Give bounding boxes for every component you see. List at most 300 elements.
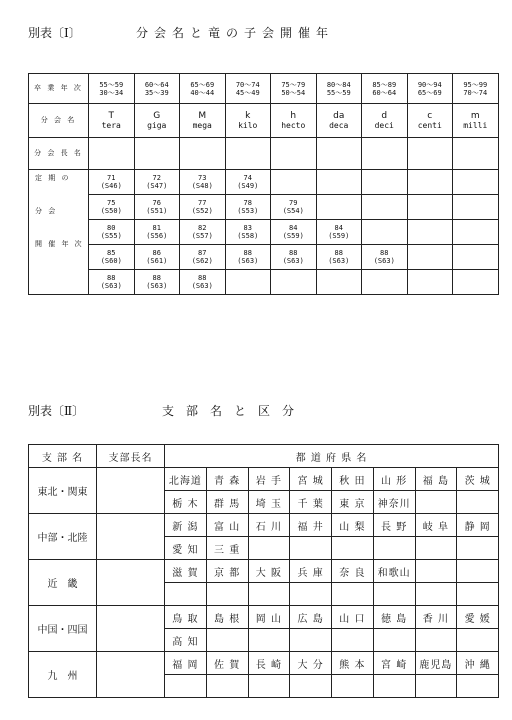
prefix-name: deca	[329, 120, 349, 130]
prefecture-cell: 徳 島	[373, 606, 415, 629]
event-showa-year: S46	[104, 182, 118, 190]
prefix-symbol: da	[333, 110, 345, 121]
event-number: 77	[198, 199, 207, 207]
branch-head-label: 分 会 長 名	[29, 138, 89, 170]
event-cell	[225, 170, 271, 195]
branch-name-cell	[225, 104, 271, 138]
table2-heading	[28, 402, 307, 419]
grad-year-cell	[362, 74, 408, 104]
event-row	[29, 195, 499, 220]
event-cell	[362, 245, 408, 270]
prefecture-cell: 宮 城	[290, 468, 332, 491]
event-cell	[134, 170, 180, 195]
event-showa: (S63)	[328, 257, 350, 265]
prefecture-cell	[165, 675, 207, 698]
grad-year-cell	[271, 74, 317, 104]
table1-label: 別表〔Ⅰ〕	[28, 26, 81, 40]
event-cell	[180, 245, 226, 270]
prefecture-cell: 山 口	[332, 606, 374, 629]
event-number: 72	[152, 174, 161, 182]
event-cell	[407, 270, 453, 295]
event-showa-year: S58	[241, 232, 255, 240]
event-cell	[225, 245, 271, 270]
grad-year-bottom: 70〜74	[463, 88, 488, 97]
head-header: 支部長名	[97, 445, 165, 468]
prefecture-cell: 岐 阜	[415, 514, 457, 537]
grad-year-top: 75〜79	[281, 80, 306, 89]
prefix-symbol: T	[108, 110, 114, 121]
prefecture-cell	[457, 491, 499, 514]
prefix-name: deci	[374, 120, 394, 130]
prefix-symbol: d	[381, 110, 388, 121]
prefecture-cell: 鳥 取	[165, 606, 207, 629]
grad-year-bottom: 35〜39	[144, 88, 169, 97]
event-cell	[225, 220, 271, 245]
prefix-symbol: k	[245, 110, 251, 121]
prefix-name: hecto	[281, 120, 306, 130]
event-showa-year: S53	[241, 207, 255, 215]
prefecture-cell: 長 崎	[248, 652, 290, 675]
prefecture-cell: 新 潟	[165, 514, 207, 537]
event-cell	[180, 220, 226, 245]
branch-table	[28, 73, 499, 295]
prefecture-cell: 愛 知	[165, 537, 207, 560]
event-row	[29, 245, 499, 270]
prefecture-cell	[373, 675, 415, 698]
event-showa: (S59)	[282, 232, 304, 240]
event-cell	[316, 195, 362, 220]
event-showa: (S61)	[146, 257, 168, 265]
event-cell	[316, 245, 362, 270]
branch-name-row	[29, 104, 499, 138]
event-cell	[134, 270, 180, 295]
event-showa-year: S57	[195, 232, 209, 240]
prefecture-cell: 北海道	[165, 468, 207, 491]
event-side-text: 定 期 の	[35, 174, 71, 182]
grad-year-row	[29, 74, 499, 104]
prefecture-cell	[165, 583, 207, 606]
event-number: 79	[289, 199, 298, 207]
prefecture-cell: 福 島	[415, 468, 457, 491]
event-cell	[316, 270, 362, 295]
region-name: 中部・北陸	[29, 514, 97, 560]
event-showa: (S47)	[146, 182, 168, 190]
branch-name-cell	[89, 104, 135, 138]
grad-year-bottom: 45〜49	[235, 88, 260, 97]
event-cell	[134, 220, 180, 245]
prefecture-cell	[332, 537, 374, 560]
prefecture-cell	[290, 675, 332, 698]
prefecture-cell	[415, 583, 457, 606]
branch-name-cell	[362, 104, 408, 138]
prefecture-cell: 富 山	[206, 514, 248, 537]
event-showa-year: S54	[286, 207, 300, 215]
event-cell	[89, 195, 135, 220]
event-number: 71	[107, 174, 116, 182]
event-showa-year: S63	[104, 282, 118, 290]
event-number: 83	[243, 224, 252, 232]
event-showa-year: S50	[104, 207, 118, 215]
prefecture-cell	[415, 675, 457, 698]
branch-head-cell	[407, 138, 453, 170]
event-cell	[271, 170, 317, 195]
prefecture-cell	[290, 629, 332, 652]
event-showa-year: S56	[150, 232, 164, 240]
prefecture-cell: 岡 山	[248, 606, 290, 629]
prefecture-cell	[248, 629, 290, 652]
pref-row	[29, 606, 499, 629]
event-number: 74	[243, 174, 252, 182]
event-cell	[271, 270, 317, 295]
prefecture-cell	[415, 560, 457, 583]
event-number: 88	[243, 249, 252, 257]
event-showa-year: S63	[332, 257, 346, 265]
event-showa-year: S63	[286, 257, 300, 265]
prefecture-cell	[373, 629, 415, 652]
branch-name-cell	[134, 104, 180, 138]
event-showa: (S46)	[100, 182, 122, 190]
prefecture-cell: 高 知	[165, 629, 207, 652]
event-side-text: 分 会	[35, 207, 58, 215]
prefecture-cell: 奈 良	[332, 560, 374, 583]
prefecture-cell: 沖 縄	[457, 652, 499, 675]
event-showa: (S63)	[100, 282, 122, 290]
event-showa-year: S63	[377, 257, 391, 265]
event-number: 76	[152, 199, 161, 207]
pref-row	[29, 468, 499, 491]
event-cell	[89, 245, 135, 270]
grad-year-bottom: 65〜69	[417, 88, 442, 97]
prefix-name: mega	[192, 120, 212, 130]
prefecture-cell: 栃 木	[165, 491, 207, 514]
prefix-name: milli	[463, 120, 488, 130]
event-showa: (S59)	[328, 232, 350, 240]
prefecture-cell: 宮 崎	[373, 652, 415, 675]
event-showa: (S63)	[373, 257, 395, 265]
event-cell	[407, 170, 453, 195]
event-showa: (S58)	[237, 232, 259, 240]
grad-year-bottom: 40〜44	[190, 88, 215, 97]
branch-head-cell	[180, 138, 226, 170]
grad-year-bottom: 55〜59	[326, 88, 351, 97]
event-showa-year: S63	[150, 282, 164, 290]
grad-year-cell	[180, 74, 226, 104]
grad-year-cell	[407, 74, 453, 104]
event-cell	[89, 220, 135, 245]
grad-year-top: 65〜69	[190, 80, 215, 89]
prefecture-cell	[248, 537, 290, 560]
event-showa-year: S59	[332, 232, 346, 240]
event-showa: (S56)	[146, 232, 168, 240]
event-showa-year: S59	[286, 232, 300, 240]
region-table	[28, 444, 499, 698]
grad-year-cell	[453, 74, 499, 104]
prefecture-cell: 和歌山	[373, 560, 415, 583]
prefecture-cell: 山 形	[373, 468, 415, 491]
region-name: 九 州	[29, 652, 97, 698]
event-number: 78	[243, 199, 252, 207]
table2-title: 支部名と区分	[162, 404, 307, 418]
event-row	[29, 170, 499, 195]
event-cell	[134, 245, 180, 270]
table1-heading	[28, 24, 335, 41]
event-number: 88	[198, 274, 207, 282]
grad-year-top: 70〜74	[235, 80, 260, 89]
prefecture-cell: 東 京	[332, 491, 374, 514]
prefecture-cell: 広 島	[290, 606, 332, 629]
event-showa: (S63)	[191, 282, 213, 290]
prefecture-cell: 千 葉	[290, 491, 332, 514]
prefecture-cell	[373, 583, 415, 606]
prefecture-cell: 熊 本	[332, 652, 374, 675]
prefecture-cell	[457, 583, 499, 606]
event-cell	[453, 220, 499, 245]
event-number: 81	[152, 224, 161, 232]
region-head-cell	[97, 468, 165, 514]
event-showa: (S62)	[191, 257, 213, 265]
region-head-cell	[97, 514, 165, 560]
grad-year-bottom: 50〜54	[281, 88, 306, 97]
prefecture-cell: 秋 田	[332, 468, 374, 491]
table1-title: 分会名と竜の子会開催年	[136, 26, 335, 40]
event-number: 87	[198, 249, 207, 257]
event-row	[29, 220, 499, 245]
event-showa: (S63)	[146, 282, 168, 290]
event-cell	[407, 220, 453, 245]
branch-name-cell	[316, 104, 362, 138]
event-cell	[453, 170, 499, 195]
prefecture-cell	[457, 629, 499, 652]
event-number: 80	[107, 224, 116, 232]
prefecture-cell: 滋 賀	[165, 560, 207, 583]
event-showa-year: S63	[241, 257, 255, 265]
prefix-symbol: h	[290, 110, 297, 121]
prefecture-cell: 神奈川	[373, 491, 415, 514]
event-cell	[362, 220, 408, 245]
branch-name-cell	[180, 104, 226, 138]
prefecture-cell: 愛 媛	[457, 606, 499, 629]
prefecture-cell	[457, 675, 499, 698]
grad-year-top: 90〜94	[417, 80, 442, 89]
region-head-cell	[97, 606, 165, 652]
prefecture-cell	[290, 537, 332, 560]
event-cell	[271, 245, 317, 270]
prefecture-cell: 鹿児島	[415, 652, 457, 675]
prefecture-cell: 岩 手	[248, 468, 290, 491]
prefecture-cell	[248, 583, 290, 606]
prefecture-cell: 兵 庫	[290, 560, 332, 583]
event-cell	[453, 245, 499, 270]
branch-head-cell	[89, 138, 135, 170]
region-header-row	[29, 445, 499, 468]
prefecture-cell	[415, 537, 457, 560]
prefix-symbol: c	[427, 110, 433, 121]
branch-head-cell	[271, 138, 317, 170]
prefecture-cell	[332, 629, 374, 652]
prefecture-cell: 福 岡	[165, 652, 207, 675]
prefecture-cell	[415, 491, 457, 514]
event-number: 86	[152, 249, 161, 257]
event-cell	[453, 270, 499, 295]
event-row	[29, 270, 499, 295]
prefecture-cell: 長 野	[373, 514, 415, 537]
event-showa: (S54)	[282, 207, 304, 215]
prefecture-cell: 佐 賀	[206, 652, 248, 675]
event-cell	[271, 220, 317, 245]
event-cell	[225, 270, 271, 295]
prefix-name: giga	[147, 120, 167, 130]
event-cell	[316, 170, 362, 195]
event-number: 75	[107, 199, 116, 207]
prefecture-cell	[290, 583, 332, 606]
event-cell	[225, 195, 271, 220]
prefecture-cell	[206, 583, 248, 606]
prefecture-cell: 京 都	[206, 560, 248, 583]
event-cell	[407, 195, 453, 220]
prefecture-cell	[332, 583, 374, 606]
event-showa-year: S47	[150, 182, 164, 190]
event-cell	[180, 170, 226, 195]
grad-year-top: 95〜99	[463, 80, 488, 89]
event-cell	[89, 270, 135, 295]
branch-head-cell	[453, 138, 499, 170]
branch-head-row	[29, 138, 499, 170]
branch-name-cell	[453, 104, 499, 138]
branch-name-cell	[271, 104, 317, 138]
event-cell	[180, 270, 226, 295]
prefecture-cell	[457, 537, 499, 560]
event-number: 88	[107, 274, 116, 282]
grad-year-cell	[316, 74, 362, 104]
event-showa: (S55)	[100, 232, 122, 240]
event-cell	[271, 195, 317, 220]
event-showa: (S63)	[282, 257, 304, 265]
prefecture-cell	[415, 629, 457, 652]
region-name: 東北・関東	[29, 468, 97, 514]
prefecture-cell: 大 阪	[248, 560, 290, 583]
prefecture-cell	[206, 629, 248, 652]
event-cell	[316, 220, 362, 245]
branch-name-cell	[407, 104, 453, 138]
pref-row	[29, 514, 499, 537]
event-number: 73	[198, 174, 207, 182]
event-showa: (S53)	[237, 207, 259, 215]
prefecture-cell: 三 重	[206, 537, 248, 560]
branch-header: 支 部 名	[29, 445, 97, 468]
prefecture-cell: 山 梨	[332, 514, 374, 537]
event-number: 88	[152, 274, 161, 282]
region-head-cell	[97, 560, 165, 606]
event-side-text: 開 催 年 次	[35, 240, 84, 248]
event-showa: (S52)	[191, 207, 213, 215]
event-number: 84	[334, 224, 343, 232]
event-showa-year: S55	[104, 232, 118, 240]
event-showa: (S57)	[191, 232, 213, 240]
prefecture-cell: 石 川	[248, 514, 290, 537]
prefecture-cell: 茨 城	[457, 468, 499, 491]
event-cell	[180, 195, 226, 220]
event-showa: (S49)	[237, 182, 259, 190]
event-showa: (S50)	[100, 207, 122, 215]
event-number: 88	[289, 249, 298, 257]
prefecture-cell	[457, 560, 499, 583]
branch-head-cell	[225, 138, 271, 170]
event-cell	[89, 170, 135, 195]
event-cell	[362, 170, 408, 195]
event-showa: (S48)	[191, 182, 213, 190]
event-side-label	[29, 170, 89, 295]
region-name: 中国・四国	[29, 606, 97, 652]
branch-head-cell	[134, 138, 180, 170]
table2-label: 別表〔Ⅱ〕	[28, 404, 85, 418]
event-showa: (S51)	[146, 207, 168, 215]
grad-year-top: 60〜64	[144, 80, 169, 89]
pref-row	[29, 560, 499, 583]
prefecture-cell: 静 岡	[457, 514, 499, 537]
grad-year-top: 85〜89	[372, 80, 397, 89]
event-number: 84	[289, 224, 298, 232]
grad-year-bottom: 60〜64	[372, 88, 397, 97]
prefix-symbol: G	[153, 110, 161, 121]
event-number: 88	[380, 249, 389, 257]
event-cell	[362, 270, 408, 295]
prefecture-cell: 福 井	[290, 514, 332, 537]
prefix-name: tera	[101, 120, 121, 130]
branch-head-cell	[362, 138, 408, 170]
event-showa-year: S62	[195, 257, 209, 265]
prefix-name: kilo	[238, 120, 258, 130]
pref-row	[29, 652, 499, 675]
prefecture-cell: 香 川	[415, 606, 457, 629]
region-head-cell	[97, 652, 165, 698]
grad-year-top: 80〜84	[326, 80, 351, 89]
grad-year-top: 55〜59	[99, 80, 124, 89]
event-showa-year: S48	[195, 182, 209, 190]
prefecture-cell	[332, 675, 374, 698]
grad-year-cell	[225, 74, 271, 104]
prefecture-cell: 群 馬	[206, 491, 248, 514]
event-cell	[407, 245, 453, 270]
prefix-name: centi	[417, 120, 442, 130]
prefecture-cell: 埼 玉	[248, 491, 290, 514]
event-cell	[362, 195, 408, 220]
prefix-symbol: M	[198, 110, 207, 121]
prefecture-cell	[248, 675, 290, 698]
prefix-symbol: m	[470, 110, 480, 121]
event-cell	[453, 195, 499, 220]
grad-year-cell	[134, 74, 180, 104]
event-showa-year: S52	[195, 207, 209, 215]
prefecture-cell: 青 森	[206, 468, 248, 491]
prefecture-cell: 大 分	[290, 652, 332, 675]
grad-year-cell	[89, 74, 135, 104]
prefecture-cell	[206, 675, 248, 698]
prefecture-cell	[373, 537, 415, 560]
event-showa-year: S51	[150, 207, 164, 215]
grad-year-bottom: 30〜34	[99, 88, 124, 97]
event-showa-year: S63	[195, 282, 209, 290]
branch-name-label: 分 会 名	[29, 104, 89, 138]
event-showa-year: S61	[150, 257, 164, 265]
region-name: 近 畿	[29, 560, 97, 606]
event-showa: (S63)	[237, 257, 259, 265]
grad-year-label: 卒 業 年 次	[29, 74, 89, 104]
branch-head-cell	[316, 138, 362, 170]
event-cell	[134, 195, 180, 220]
event-showa-year: S60	[104, 257, 118, 265]
event-showa: (S60)	[100, 257, 122, 265]
prefecture-cell: 島 根	[206, 606, 248, 629]
